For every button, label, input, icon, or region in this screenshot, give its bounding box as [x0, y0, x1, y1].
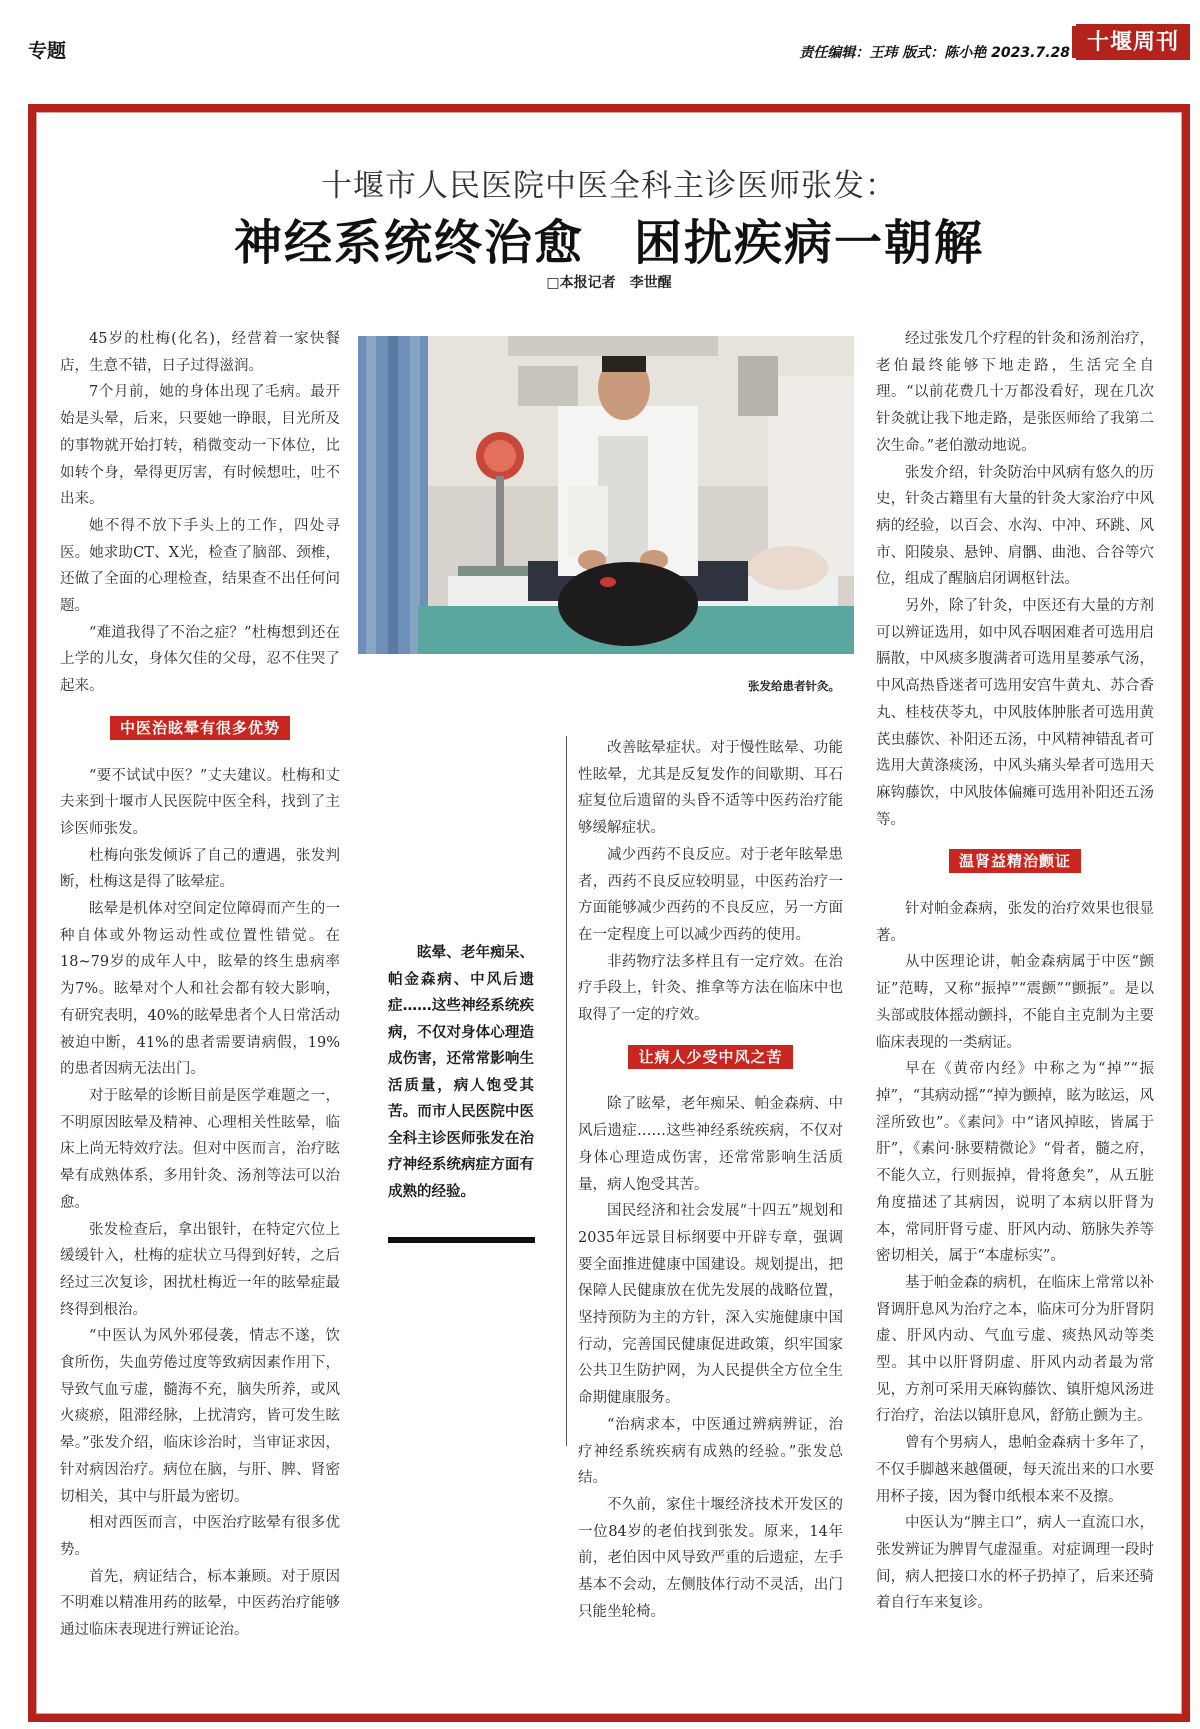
paragraph: 基于帕金森的病机，在临床上常常以补肾调肝息风为治疗之本，临床可分为肝肾阴虚、肝风内动、气血亏虚、痰热风动等类型。其中以肝肾阴虚、肝风内动者最为常见，方剂可采用天麻钩藤饮、镇肝熄风汤进行治疗，治法以镇肝息风，舒筋止颤为主。	[876, 1274, 1154, 1425]
paragraph: 曾有个男病人，患帕金森病十多年了，不仅手脚越来越僵硬，每天流出来的口水要用杯子接，因为餐巾纸根本来不及擦。	[876, 1435, 1154, 1505]
section-label: 专题	[28, 40, 67, 62]
article-column-3	[876, 326, 1154, 1617]
paragraph: 除了眩晕，老年痴呆、帕金森病、中风后遗症……这些神经系统疾病，不仅对身体心理造成伤害，还常常影响生活质量，病人饱受其苦。	[578, 1096, 843, 1193]
paragraph: 不久前，家住十堰经济技术开发区的一位84岁的老伯找到张发。原来，14年前，老伯因中风导致严重的后遗症，左手基本不会动，左侧肢体行动不灵活，出门只能坐轮椅。	[578, 1496, 843, 1620]
paragraph: 早在《黄帝内经》中称之为“掉”“振掉”，“其病动摇”“掉为颤掉，眩为眩运，风淫所致也”。《素问》中“诸风掉眩，皆属于肝”，《素问·脉要精微论》“骨者，髓之府，不能久立，行则振掉，骨将惫矣”，从五脏角度描述了其病因，说明了本病以肝肾为本，常同肝肾亏虚、肝风内动、筋脉失养等密切相关，属于“本虚标实”。	[876, 1061, 1154, 1265]
paragraph: 7个月前，她的身体出现了毛病。最开始是头晕，后来，只要她一睁眼，目光所及的事物就开始打转，稍微变动一下体位，比如转个身，晕得更厉害，有时候想吐，吐不出来。	[60, 384, 340, 508]
pull-quote: 眩晕、老年痴呆、帕金森病、中风后遗症……这些神经系统疾病，不仅对身体心理造成伤害，还常常影响生活质量，病人饱受其苦。而市人民医院中医全科主诊医师张发在治疗神经系统病症方面有成熟的经验。	[388, 945, 534, 1200]
paragraph: 另外，除了针灸，中医还有大量的方剂可以辨证选用，如中风吞咽困难者可选用启膈散，中风痰多腹满者可选用星蒌承气汤，中风高热昏迷者可选用安宫牛黄丸、苏合香丸、桂枝茯苓丸，中风肢体肿胀者可选用黄芪虫藤饮、补阳还五汤，中风精神错乱者可选用大黄涤痰汤，中风头痛头晕者可选用天麻钩藤饮，中风肢体偏瘫可选用补阳还五汤等。	[876, 598, 1154, 828]
paragraph: 经过张发几个疗程的针灸和汤剂治疗，老伯最终能够下地走路，生活完全自理。“以前花费几十万都没看好，现在几次针灸就让我下地走路，是张医师给了我第二次生命。”老伯激动地说。	[876, 331, 1154, 454]
article-column-1	[60, 326, 340, 1644]
paragraph: 她不得不放下手头上的工作，四处寻医。她求助CT、X光，检查了脑部、颈椎，还做了全面的心理检查，结果查不出任何问题。	[60, 517, 340, 615]
paragraph: 相对西医而言，中医治疗眩晕有很多优势。	[60, 1515, 340, 1558]
acupuncture-photo-illustration	[358, 336, 854, 654]
article-photo	[358, 336, 854, 654]
paragraph: 张发检查后，拿出银针，在特定穴位上缓缓针入，杜梅的症状立马得到好转，之后经过三次复诊，困扰杜梅近一年的眩晕症最终得到根治。	[60, 1221, 340, 1318]
paragraph: 张发介绍，针灸防治中风病有悠久的历史，针灸古籍里有大量的针灸大家治疗中风病的经验，以百会、水沟、中冲、环跳、风市、阳陵泉、悬钟、肩髃、曲池、合谷等穴位，组成了醒脑启闭调枢针法。	[876, 464, 1154, 588]
paragraph: “要不试试中医？”丈夫建议。杜梅和丈夫来到十堰市人民医院中医全科，找到了主诊医师张发。	[60, 767, 340, 837]
paragraph: “难道我得了不治之症？”杜梅想到还在上学的儿女，身体欠佳的父母，忍不住哭了起来。	[60, 624, 340, 695]
paragraph: 45岁的杜梅(化名)，经营着一家快餐店，生意不错，日子过得滋润。	[60, 331, 340, 374]
article-column-2	[578, 735, 843, 1626]
paragraph: 中医认为“脾主口”，病人一直流口水，张发辨证为脾胃气虚湿重。对症调理一段时间，病人把接口水的杯子扔掉了，后来还骑着自行车来复诊。	[876, 1515, 1154, 1612]
editor-credits: 责任编辑：王玮 版式：陈小艳 2023.7.28	[799, 45, 1070, 61]
newspaper-logo: 十堰周刊	[1076, 24, 1190, 60]
paragraph: 针对帕金森病，张发的治疗效果也很显著。	[876, 901, 1154, 944]
paragraph: “治病求本，中医通过辨病辨证，治疗神经系统疾病有成熟的经验。”张发总结。	[578, 1416, 843, 1487]
pull-quote-bar	[388, 1237, 535, 1243]
paragraph: 首先，病证结合，标本兼顾。对于原因不明难以精准用药的眩晕，中医药治疗能够通过临床表现进行辨证论治。	[60, 1568, 340, 1639]
article-byline: □本报记者 李世醒	[546, 275, 672, 291]
subhead-label: 中医治眩晕有很多优势	[110, 716, 290, 740]
paragraph: 非药物疗法多样且有一定疗效。在治疗手段上，针灸、推拿等方法在临床中也取得了一定的疗效。	[578, 953, 843, 1024]
article-kicker: 十堰市人民医院中医全科主诊医师张发：	[321, 168, 897, 204]
subhead-label: 温肾益精治颤证	[949, 849, 1081, 873]
paragraph: 杜梅向张发倾诉了自己的遭遇，张发判断，杜梅这是得了眩晕症。	[60, 847, 340, 891]
photo-caption: 张发给患者针灸。	[748, 679, 840, 693]
paragraph: 眩晕是机体对空间定位障碍而产生的一种自体或外物运动性或位置性错觉。在18~79岁的成年人中，眩晕的终生患病率为7%。眩晕对个人和社会都有较大影响，有研究表明，40%的眩晕患者个人日常活动被迫中断，41%的患者需要请病假，19%的患者因病无法出门。	[60, 901, 340, 1078]
subhead-label: 让病人少受中风之苦	[628, 1045, 792, 1069]
paragraph: 对于眩晕的诊断目前是医学难题之一，不明原因眩晕及精神、心理相关性眩晕，临床上尚无特效疗法。但对中医而言，治疗眩晕有成熟体系，多用针灸、汤剂等法可以治愈。	[60, 1087, 340, 1211]
paragraph: 国民经济和社会发展“十四五”规划和2035年远景目标纲要中开辟专章，强调要全面推进健康中国建设。规划提出，把保障人民健康放在优先发展的战略位置，坚持预防为主的方针，深入实施健康中国行动，完善国民健康促进政策，织牢国家公共卫生防护网，为人民提供全方位全生命期健康服务。	[578, 1203, 843, 1407]
paragraph: “中医认为风外邪侵袭，情志不遂，饮食所伤，失血劳倦过度等致病因素作用下，导致气血亏虚，髓海不充，脑失所养，或风火痰瘀，阻滞经脉，上扰清窍，皆可发生眩晕。”张发介绍，临床诊治时，当审证求因，针对病因治疗。病位在脑，与肝、脾、肾密切相关，其中与肝最为密切。	[60, 1328, 340, 1505]
paragraph: 减少西药不良反应。对于老年眩晕患者，西药不良反应较明显，中医药治疗一方面能够减少西药的不良反应，另一方面在一定程度上可以减少西药的使用。	[578, 846, 843, 943]
paragraph: 改善眩晕症状。对于慢性眩晕、功能性眩晕，尤其是反复发作的间歇期、耳石症复位后遗留的头昏不适等中医药治疗能够缓解症状。	[578, 740, 843, 837]
paragraph: 从中医理论讲，帕金森病属于中医“颤证”范畴，又称“振掉”“震颤”“颤振”。是以头部或肢体摇动颤抖，不能自主克制为主要临床表现的一类病证。	[876, 954, 1154, 1051]
subhead-tcm-vertigo	[60, 716, 340, 743]
column-divider	[566, 736, 567, 1446]
subhead-stroke	[578, 1045, 843, 1072]
article-headline: 神经系统终治愈 困扰疾病一朝解	[233, 215, 984, 271]
subhead-tremor	[876, 849, 1154, 876]
